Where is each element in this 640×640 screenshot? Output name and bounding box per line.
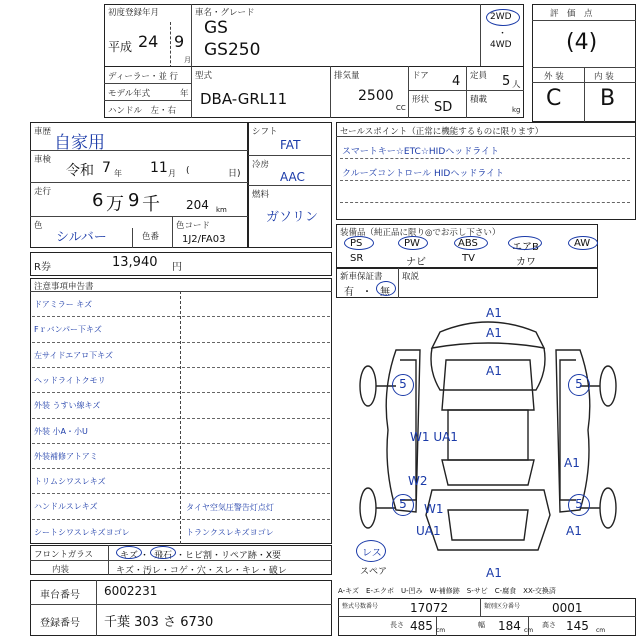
equip-pw-circle	[398, 236, 428, 250]
note-left-row: 外装補修アトアミ	[34, 451, 98, 461]
grade: GS250	[204, 40, 261, 60]
warranty-dot: ・	[362, 287, 372, 298]
note-left-row: ドアミラー キズ	[34, 300, 93, 309]
spare-label: スペア	[360, 567, 388, 577]
capacity-label: 定員	[470, 71, 488, 81]
shaken-year: 7	[102, 160, 111, 176]
mileage-label: 走行	[34, 187, 52, 197]
glass-rest: ・ヒビ割・リペア跡・X要	[176, 551, 281, 561]
drive-dot: ・	[498, 29, 508, 39]
color-value: シルバー	[56, 230, 107, 245]
door-value: 4	[452, 74, 461, 89]
color-no-label: 色番	[142, 232, 160, 242]
equip-aw-circle	[568, 236, 598, 250]
mileage-1k-unit: 千	[142, 194, 160, 215]
ref-value: 0001	[552, 601, 583, 615]
shaken-era: 令和	[66, 163, 94, 179]
damage-ua1: UA1	[416, 524, 441, 538]
color-label: 色	[34, 221, 43, 231]
mileage-10k-unit: 万	[106, 194, 124, 215]
damage-a1-roof: A1	[486, 364, 502, 378]
disp-unit: CC	[396, 104, 406, 112]
interior-row: キズ・汚レ・コゲ・穴・スレ・キレ・破レ	[116, 566, 287, 576]
tire-front-right-icon: 5	[568, 374, 590, 396]
drive-2wd: 2WD	[490, 12, 512, 22]
damage-a1-bottom: A1	[486, 566, 502, 580]
equip-sr: SR	[350, 253, 364, 264]
height-label: 高さ	[542, 621, 556, 629]
damage-a1-rear-right: A1	[566, 524, 582, 538]
reg-era: 平成	[108, 40, 133, 54]
car-name-label: 車名・グレード	[195, 8, 255, 18]
ext-grade: C	[546, 86, 562, 111]
equip-leather: カワ	[516, 257, 536, 268]
handle-label: ハンドル 左・右	[108, 106, 177, 116]
equip-navi: ナビ	[406, 257, 426, 268]
length-unit: cm	[436, 627, 446, 634]
glass-dot: ・	[140, 551, 150, 561]
shaken-day-unit: 日)	[228, 169, 241, 179]
height-unit: cm	[596, 627, 606, 634]
reg-date-label: 初度登録年月	[108, 8, 160, 18]
fuel-value: ガソリン	[266, 210, 319, 225]
width-label: 幅	[478, 621, 485, 629]
capacity-unit: 人	[512, 80, 521, 90]
mileage-10k: 6	[92, 190, 104, 211]
recycle-value: 13,940	[112, 255, 158, 270]
note-left-row: 外装 小A・小U	[34, 426, 88, 436]
note-left-row: ヘッドライトクモリ	[34, 375, 106, 385]
damage-legend: A-キズ E-エクボ U-凹み W-補修跡 S-サビ C-腐食 XX-交換済	[338, 587, 556, 595]
ac-value: AAC	[280, 170, 305, 184]
capacity-value: 5	[502, 74, 511, 89]
car-name: GS	[204, 18, 228, 38]
equip-ps: PS	[350, 238, 363, 249]
disp-label: 排気量	[334, 71, 360, 81]
note-left-row: トリムシワスレキズ	[34, 477, 106, 487]
sales-line-1: スマートキー☆ETC☆HIDヘッドライト	[342, 147, 499, 157]
ac-label: 冷房	[252, 160, 270, 170]
warranty-no: 無	[380, 287, 390, 298]
dealer-label: ディーラー・並 行	[108, 72, 179, 82]
ref-label: 類別区分番号	[484, 603, 521, 610]
glass-scratch-circle	[116, 546, 142, 559]
tire-front-left-icon: 5	[392, 374, 414, 396]
chassis-value: 6002231	[104, 584, 158, 598]
ext-label: 外 装	[544, 72, 564, 82]
damage-w1: W1	[424, 502, 444, 516]
tire-rear-left-icon: 5	[392, 494, 414, 516]
note-right-row9: タイヤ空気圧警告灯点灯	[186, 503, 274, 512]
sales-label: セールスポイント（正常に機能するものに限ります）	[340, 127, 544, 137]
note-left-row: 左サイドエアロ下キズ	[34, 350, 113, 360]
exhibit-value: 17072	[410, 601, 449, 615]
color-code: 1J2/FA03	[182, 234, 226, 245]
spare-less: レス	[362, 548, 382, 559]
int-label: 内 装	[594, 72, 614, 82]
shaken-label: 車検	[34, 155, 52, 165]
damage-w2: W2	[408, 474, 428, 488]
history-label: 車歴	[34, 127, 52, 137]
equip-tv: TV	[462, 253, 475, 264]
equip-airbag-circle	[508, 236, 542, 250]
int-grade: B	[600, 86, 616, 111]
exhibit-label: 整式号数番号	[342, 603, 379, 610]
type-value: DBA-GRL11	[200, 90, 288, 108]
recycle-unit: 円	[172, 262, 182, 273]
equip-airbag: エアB	[512, 242, 539, 253]
equip-abs-circle	[454, 236, 488, 250]
recycle-label: R券	[34, 262, 51, 273]
height-value: 145	[566, 619, 589, 633]
drive-4wd: 4WD	[490, 40, 512, 50]
width-value: 184	[498, 619, 521, 633]
glass-scratch: キズ	[120, 551, 138, 561]
length-label: 長さ	[390, 621, 404, 629]
glass-chip-circle	[150, 546, 176, 559]
header-box	[104, 4, 524, 68]
tire-rear-right-icon: 5	[568, 494, 590, 516]
load-label: 積載	[470, 95, 488, 105]
equip-aw: AW	[574, 238, 591, 249]
equip-label: 装備品（純正品に限り◎でお示し下さい）	[340, 228, 501, 238]
length-value: 485	[410, 619, 433, 633]
note-left-row: 外装 うすい線キズ	[34, 401, 101, 411]
shaken-month: 11	[150, 160, 168, 176]
model-year-unit: 年	[180, 89, 189, 99]
shape-value: SD	[434, 100, 453, 115]
plate-label: 登録番号	[40, 618, 80, 629]
width-unit: cm	[524, 627, 534, 634]
mileage-1k: 9	[128, 190, 140, 211]
reg-month: 9	[174, 32, 185, 51]
note-right-row10: トランクスレキズヨゴレ	[186, 528, 274, 537]
glass-label: フロントガラス	[34, 550, 93, 560]
equip-pw: PW	[404, 238, 420, 249]
warranty-label: 新車保証書	[340, 272, 383, 282]
disp-value: 2500	[358, 88, 394, 104]
mileage-rest: 204	[186, 198, 209, 212]
shift-value: FAT	[280, 138, 301, 152]
shaken-year-unit: 年	[114, 169, 122, 178]
shaken-month-unit: 月	[168, 169, 176, 178]
warranty-yes: 有	[344, 287, 354, 298]
equip-ps-circle	[344, 236, 374, 250]
shape-label: 形状	[412, 95, 430, 105]
model-year-label: モデル年式	[108, 89, 151, 99]
notes-label: 注意事項申告書	[34, 282, 94, 292]
color-code-label: 色コード	[176, 221, 211, 231]
interior-label: 内装	[52, 565, 70, 575]
reg-year: 24	[138, 32, 159, 51]
reg-month-unit: 月	[184, 56, 191, 64]
damage-a1-front-1: A1	[486, 306, 502, 320]
manual-label: 取説	[402, 272, 420, 282]
note-left-row: ハンドルスレキズ	[34, 502, 98, 512]
door-label: ドア	[412, 71, 429, 81]
equip-abs: ABS	[458, 238, 478, 249]
history-value: 自家用	[54, 133, 105, 153]
load-unit: kg	[512, 106, 521, 114]
glass-chip: 飛石	[154, 551, 173, 561]
shaken-day-open: (	[186, 166, 190, 176]
shift-label: シフト	[252, 127, 278, 137]
sales-line-2: クルーズコントロール HIDヘッドライト	[342, 169, 505, 179]
damage-a1-front-2: A1	[486, 326, 502, 340]
mileage-unit: km	[216, 206, 227, 214]
fuel-label: 燃料	[252, 190, 270, 200]
rating-value: (4)	[566, 30, 598, 55]
warranty-no-circle	[376, 281, 396, 296]
type-label: 型式	[195, 71, 213, 81]
chassis-label: 車台番号	[40, 590, 80, 601]
note-left-row: Fｒバンパー下キズ	[34, 325, 102, 335]
damage-a1-right-side: A1	[564, 456, 580, 470]
plate-value: 千葉 303 さ 6730	[104, 615, 214, 630]
rating-label: 評 価 点	[550, 9, 593, 19]
damage-w1-ua1: W1 UA1	[410, 430, 458, 444]
note-left-row: シートシワスレキズヨゴレ	[34, 527, 130, 537]
